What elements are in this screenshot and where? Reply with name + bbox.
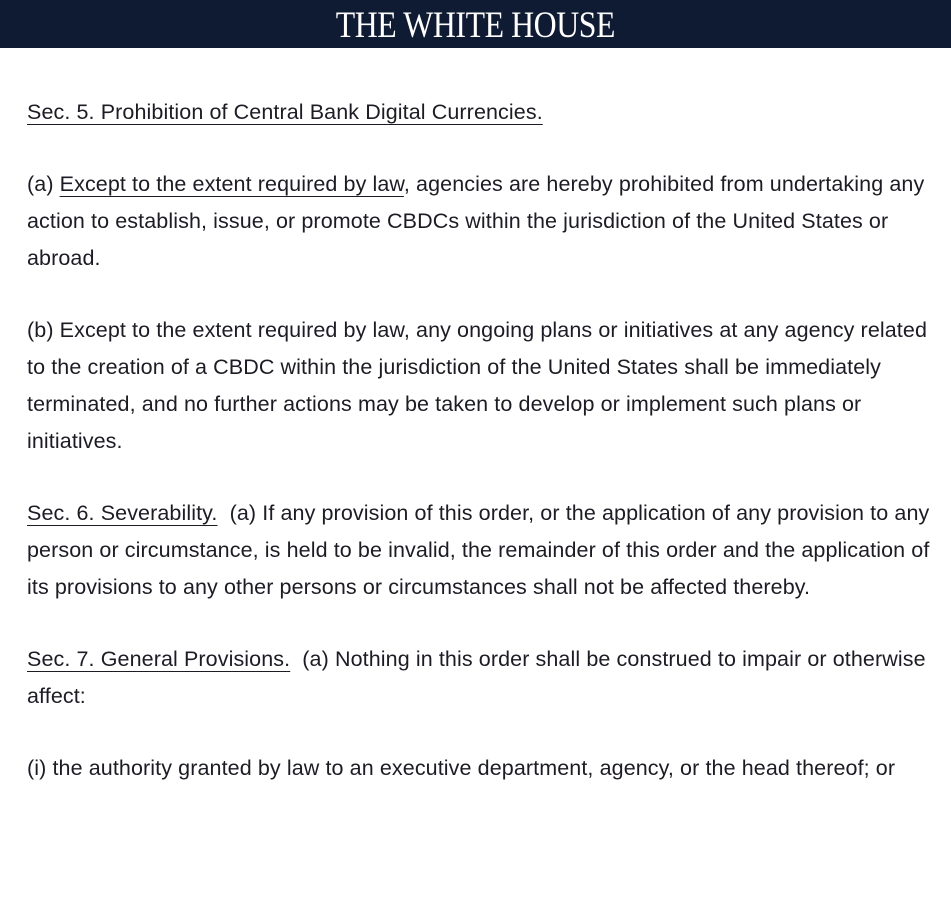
site-title-logo[interactable]: THE WHITE HOUSE: [335, 5, 616, 46]
sec5-a-label: (a): [27, 172, 54, 196]
sec7-paragraph: [27, 641, 932, 715]
sec7-i-paragraph: [27, 750, 932, 787]
sec6-text: (a) If any provision of this order, or the application of any provision to any person or circumstance, is held to be invalid, the remainder of this order and the application of its provisions to any other persons or circumstances shall not be affected thereby.: [27, 501, 930, 599]
sec7-heading: Sec. 7. General Provisions.: [27, 647, 291, 671]
sec7-i-text: (i) the authority granted by law to an executive department, agency, or the head thereof; or: [27, 756, 896, 780]
sec5-b-text: Except to the extent required by law, any ongoing plans or initiatives at any agency related to the creation of a CBDC within the jurisdiction of the United States shall be immediately terminated, and no further actions may be taken to develop or implement such plans or initiatives.: [27, 318, 927, 453]
sec5-b-label: (b): [27, 318, 54, 342]
sec6-paragraph: [27, 495, 932, 606]
site-header: [0, 0, 951, 48]
sec5-a-paragraph: [27, 166, 932, 277]
document-body: [27, 22, 932, 822]
sec5-heading-paragraph: [27, 94, 932, 131]
sec5-b-paragraph: [27, 312, 932, 460]
sec6-heading: Sec. 6. Severability.: [27, 501, 218, 525]
sec5-a-text: , agencies are hereby prohibited from undertaking any action to establish, issue, or promote CBDCs within the jurisdiction of the United States or abroad.: [27, 172, 925, 270]
sec5-a-law-link[interactable]: Except to the extent required by law: [59, 172, 404, 196]
sec7-text: (a) Nothing in this order shall be construed to impair or otherwise affect:: [27, 647, 926, 708]
sec5-heading: Sec. 5. Prohibition of Central Bank Digital Currencies.: [27, 100, 543, 124]
